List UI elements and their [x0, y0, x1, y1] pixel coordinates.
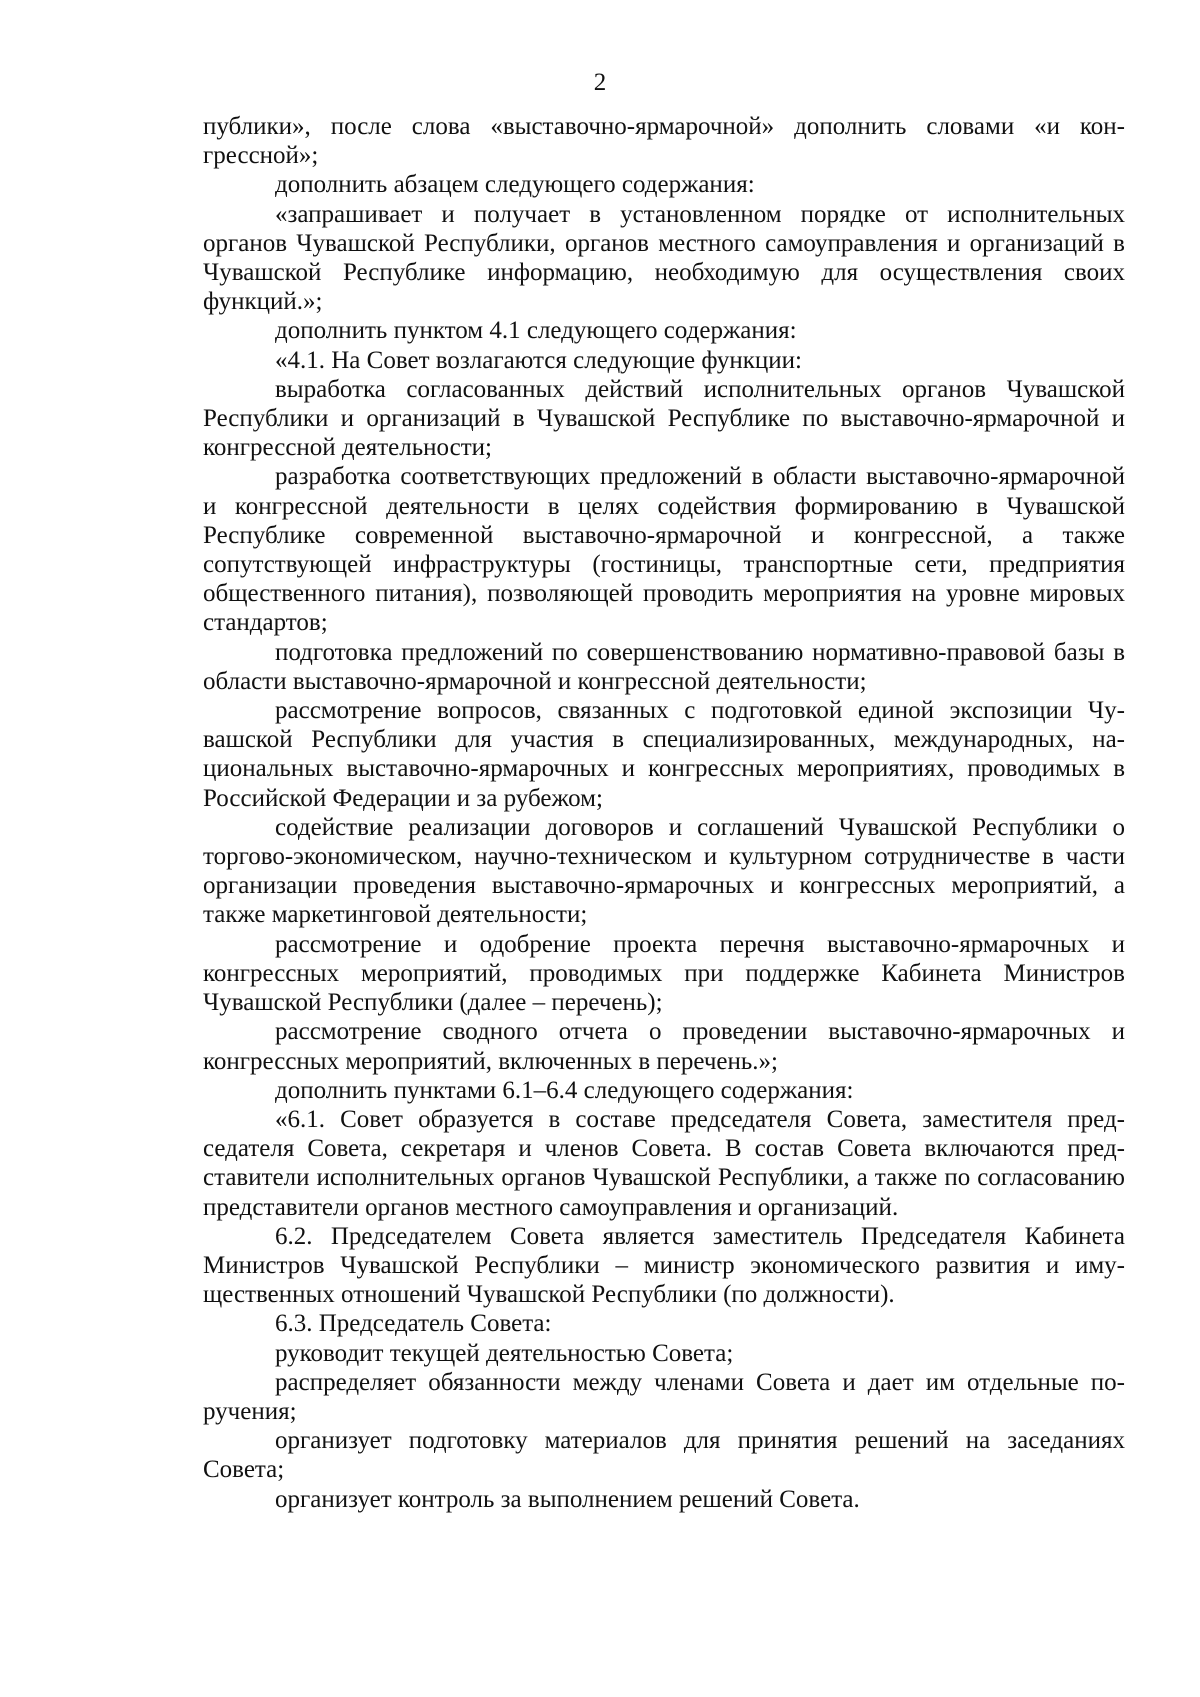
paragraph: дополнить пунктом 4.1 следующего содержания:: [275, 317, 797, 345]
paragraph: «запрашивает и получает в установленном порядке от исполнительных органов Чувашской Республики, органов местного самоуправления и организаций в Чувашской Республике информацию, необходимую для осуществления своих функций.»;: [203, 200, 1125, 316]
paragraph: публики», после слова «выставочно-ярмарочной» дополнить словами «и конгрессной»;: [203, 113, 1125, 170]
paragraph: руководит текущей деятельностью Совета;: [275, 1339, 734, 1367]
paragraph: 6.2. Председателем Совета является заместитель Председателя Кабинета Министров Чувашской Республики – министр экономического развития и имущественных отношений Чувашской Республики (по должности).: [203, 1222, 1125, 1309]
paragraph: организует подготовку материалов для принятия решений на заседаниях Совета;: [203, 1427, 1125, 1484]
paragraph: рассмотрение и одобрение проекта перечня выставочно-ярмарочных и конгрессных мероприятий, проводимых при поддержке Кабинета Министров Чувашской Республики (далее – перечень);: [203, 930, 1125, 1017]
paragraph: «6.1. Совет образуется в составе председателя Совета, заместителя председателя Совета, секретаря и членов Совета. В состав Совета включаются представители исполнительных органов Чувашской Республики, а также по согласованию представители органов местного самоуправления и организаций.: [203, 1105, 1125, 1221]
paragraph: рассмотрение вопросов, связанных с подготовкой единой экспозиции Чувашской Республики для участия в специализированных, международных, национальных выставочно-ярмарочных и конгрессных мероприятиях, проводимых в Российской Федерации и за рубежом;: [203, 697, 1125, 812]
paragraph: содействие реализации договоров и соглашений Чувашской Республики о торгово-экономическом, научно-техническом и культурном сотрудничестве в части организации проведения выставочно-ярмарочных и конгрессных мероприятий, а также маркетинговой деятельности;: [203, 813, 1125, 929]
document-body: [203, 112, 1125, 1514]
paragraph: рассмотрение сводного отчета о проведении выставочно-ярмарочных и конгрессных мероприятий, включенных в перечень.»;: [203, 1018, 1125, 1075]
paragraph: разработка соответствующих предложений в области выставочно-ярмарочной и конгрессной деятельности в целях содействия формированию в Чувашской Республике современной выставочно-ярмарочной и конгрессной, а также сопутствующей инфраструктуры (гостиницы, транспортные сети, предприятия общественного питания), позволяющей проводить мероприятия на уровне мировых стандартов;: [203, 463, 1125, 637]
paragraph: организует контроль за выполнением решений Совета.: [275, 1485, 860, 1513]
paragraph: 6.3. Председатель Совета:: [275, 1310, 552, 1338]
paragraph: дополнить абзацем следующего содержания:: [275, 171, 755, 199]
paragraph: «4.1. На Совет возлагаются следующие функции:: [275, 346, 803, 374]
paragraph: распределяет обязанности между членами Совета и дает им отдельные поручения;: [203, 1368, 1125, 1425]
paragraph: подготовка предложений по совершенствованию нормативно-правовой базы в области выставочно-ярмарочной и конгрессной деятельности;: [203, 638, 1125, 695]
paragraph: дополнить пунктами 6.1–6.4 следующего содержания:: [275, 1076, 854, 1104]
page-number: 2: [593, 69, 607, 96]
paragraph: выработка согласованных действий исполнительных органов Чувашской Республики и организаций в Чувашской Республике по выставочно-ярмарочной и конгрессной деятельности;: [203, 375, 1125, 462]
